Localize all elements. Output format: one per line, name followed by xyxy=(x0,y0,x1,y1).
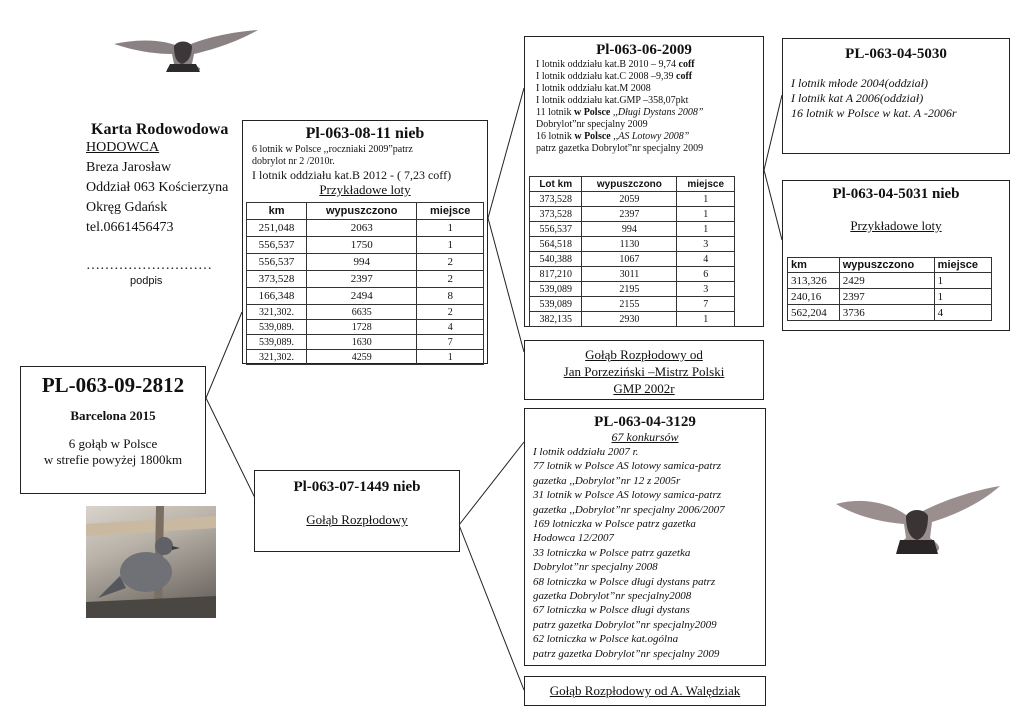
table-cell: 1630 xyxy=(307,335,417,350)
table-row xyxy=(788,289,992,305)
achievement-line: gazetka ,,Dobrylot”nr specjalny 2006/2007 xyxy=(533,503,725,516)
table-cell: 539,089 xyxy=(530,282,582,297)
table-cell: 1750 xyxy=(307,237,417,254)
table-cell: 251,048 xyxy=(247,220,307,237)
table-row xyxy=(247,220,484,237)
table-cell: 1 xyxy=(934,289,991,305)
achievement-line: Dobrylot”nr specjalny 2009 xyxy=(536,119,648,130)
achievement-line: patrz gazetka Dobrylot”nr specjalny2009 xyxy=(533,618,717,631)
dam-sire-card xyxy=(524,408,766,666)
dam-dam-label: Gołąb Rozpłodowy od A. Walędziak xyxy=(549,683,741,698)
sire-flights-title: Przykładowe loty xyxy=(319,182,411,197)
table-cell: 3 xyxy=(677,282,735,297)
table-cell: 1 xyxy=(677,192,735,207)
table-cell: 6 xyxy=(677,267,735,282)
main-bird-subtitle: Barcelona 2015 xyxy=(70,408,156,423)
table-row xyxy=(530,222,735,237)
table-row xyxy=(530,297,735,312)
table-cell: 321,302. xyxy=(247,305,307,320)
achievement-line: 16 lotnik w Polsce ,,AS Lotowy 2008” xyxy=(536,131,690,142)
achievement-line: gazetka Dobrylot”nr specjalny2008 xyxy=(533,590,692,603)
sire-sire-sire-card xyxy=(782,38,1010,154)
table-cell: 1 xyxy=(417,220,484,237)
table-cell: 2930 xyxy=(582,312,677,327)
sire-sire-dam-ring: Pl-063-04-5031 nieb xyxy=(832,186,960,202)
achievement-line: 68 lotniczka w Polsce długi dystans patrz xyxy=(533,575,716,588)
flying-pigeon-icon xyxy=(112,28,260,74)
pigeon-photo xyxy=(86,506,216,618)
table-cell: 373,528 xyxy=(530,192,582,207)
table-cell: 1 xyxy=(677,222,735,237)
achievement-line: 11 lotnik w Polsce ,,Długi Dystans 2008” xyxy=(536,107,704,118)
breeder-label: HODOWCA xyxy=(86,140,160,155)
achievement-line: 77 lotnik w Polsce AS lotowy samica-patrz xyxy=(533,460,722,473)
table-cell: 2059 xyxy=(582,192,677,207)
table-cell: 4 xyxy=(417,320,484,335)
table-row xyxy=(530,207,735,222)
table-cell: 373,528 xyxy=(530,207,582,222)
table-cell: 2397 xyxy=(582,207,677,222)
main-bird-card xyxy=(20,366,206,494)
table-row xyxy=(530,237,735,252)
breeder-district: Okręg Gdańsk xyxy=(86,200,168,215)
table-cell: 3011 xyxy=(582,267,677,282)
table-row xyxy=(247,254,484,271)
table-cell: 1130 xyxy=(582,237,677,252)
table-cell: 1 xyxy=(417,237,484,254)
table-cell: 240,16 xyxy=(788,289,840,305)
table-cell: 539,089 xyxy=(530,297,582,312)
table-row xyxy=(247,350,484,365)
sire-sire-dam-flights-table xyxy=(787,257,992,321)
achievement-line: 33 lotniczka w Polsce patrz gazetka xyxy=(533,546,691,559)
dam-dam-card xyxy=(524,676,766,706)
sire-dam-line-2: Jan Porzeziński –Mistrz Polski xyxy=(563,364,725,379)
table-header: miejsce xyxy=(417,203,484,220)
table-row xyxy=(247,271,484,288)
table-cell: 2 xyxy=(417,254,484,271)
table-cell: 7 xyxy=(677,297,735,312)
table-row xyxy=(530,192,735,207)
table-cell: 1 xyxy=(677,207,735,222)
dam-label: Gołąb Rozpłodowy xyxy=(306,512,408,527)
table-cell: 2397 xyxy=(839,289,934,305)
table-row xyxy=(247,288,484,305)
dam-sire-contests: 67 konkursów xyxy=(611,430,679,444)
sire-dam-line-1: Gołąb Rozpłodowy od xyxy=(585,347,703,362)
achievement-line: 62 lotniczka w Polsce kat.ogólna xyxy=(533,633,679,646)
table-cell: 8 xyxy=(417,288,484,305)
table-header: miejsce xyxy=(677,177,735,192)
table-cell: 2063 xyxy=(307,220,417,237)
table-cell: 556,537 xyxy=(247,254,307,271)
table-cell: 540,388 xyxy=(530,252,582,267)
main-bird-line-1: 6 gołąb w Polsce xyxy=(68,436,158,451)
card-heading: Karta Rodowodowa xyxy=(91,121,229,138)
table-header: km xyxy=(788,258,840,273)
table-cell: 1 xyxy=(417,350,484,365)
table-cell: 3736 xyxy=(839,305,934,321)
sire-sire-dam-card xyxy=(782,180,1010,331)
table-cell: 166,348 xyxy=(247,288,307,305)
sire-sire-dam-flights-title: Przykładowe loty xyxy=(850,218,942,233)
table-cell: 817,210 xyxy=(530,267,582,282)
dam-sire-ring: PL-063-04-3129 xyxy=(594,414,696,430)
dam-card xyxy=(254,470,460,552)
table-row xyxy=(530,312,735,327)
table-cell: 313,326 xyxy=(788,273,840,289)
table-header: wypuszczono xyxy=(839,258,934,273)
achievement-line: I lotnik oddziału kat.M 2008 xyxy=(536,83,651,94)
table-header: wypuszczono xyxy=(582,177,677,192)
table-cell: 373,528 xyxy=(247,271,307,288)
table-header: wypuszczono xyxy=(307,203,417,220)
sire-sire-card xyxy=(524,36,764,327)
achievement-line: Dobrylot”nr specjalny 2008 xyxy=(533,561,658,574)
table-row xyxy=(530,252,735,267)
breeder-name: Breza Jarosław xyxy=(86,160,172,175)
main-bird-line-2: w strefie powyżej 1800km xyxy=(43,452,183,467)
table-cell: 1067 xyxy=(582,252,677,267)
table-row xyxy=(247,335,484,350)
table-cell: 2155 xyxy=(582,297,677,312)
sire-note-large: I lotnik oddziału kat.B 2012 - ( 7,23 coff) xyxy=(252,168,452,182)
table-row xyxy=(247,320,484,335)
achievement-line: I lotnik oddziału 2007 r. xyxy=(533,446,639,458)
achievement-line: I lotnik oddziału kat.C 2008 –9,39 coff xyxy=(536,71,693,82)
sire-sire-flights-table xyxy=(529,176,735,327)
achievement-line: 67 lotniczka w Polsce długi dystans xyxy=(533,604,690,617)
table-cell: 7 xyxy=(417,335,484,350)
table-cell: 2429 xyxy=(839,273,934,289)
table-cell: 994 xyxy=(582,222,677,237)
table-cell: 994 xyxy=(307,254,417,271)
achievement-line: 169 lotniczka w Polsce patrz gazetka xyxy=(533,518,696,531)
table-cell: 1 xyxy=(677,312,735,327)
table-cell: 539,089. xyxy=(247,335,307,350)
sire-sire-ring: Pl-063-06-2009 xyxy=(596,42,692,58)
dam-ring: Pl-063-07-1449 nieb xyxy=(293,479,421,495)
sire-card xyxy=(242,120,488,364)
table-cell: 3 xyxy=(677,237,735,252)
table-row xyxy=(530,267,735,282)
achievement-line: patrz gazetka Dobrylot”nr specjalny 2009 xyxy=(533,647,720,660)
sire-note: 6 lotnik w Polsce ,,roczniaki 2009”patrz xyxy=(252,144,413,155)
breeder-phone: tel.0661456473 xyxy=(86,220,174,235)
table-cell: 4259 xyxy=(307,350,417,365)
table-cell: 556,537 xyxy=(530,222,582,237)
table-row xyxy=(788,305,992,321)
sire-flights-table xyxy=(246,202,484,365)
achievement-line: I lotnik kat A 2006(oddział) xyxy=(791,91,924,105)
table-header: miejsce xyxy=(934,258,991,273)
achievement-line: 16 lotnik w Polsce w kat. A -2006r xyxy=(791,106,957,120)
sire-note: dobrylot nr 2 /2010r. xyxy=(252,156,335,167)
sire-dam-card xyxy=(524,340,764,400)
table-cell: 2397 xyxy=(307,271,417,288)
achievement-line: patrz gazetka Dobrylot”nr specjalny 2009 xyxy=(536,143,704,154)
table-row xyxy=(530,282,735,297)
table-cell: 562,204 xyxy=(788,305,840,321)
table-cell: 2494 xyxy=(307,288,417,305)
achievement-line: 31 lotnik w Polsce AS lotowy samica-patrz xyxy=(533,489,722,502)
table-cell: 382,135 xyxy=(530,312,582,327)
achievement-line: I lotnik oddziału kat.GMP –358,07pkt xyxy=(536,95,689,106)
sire-dam-line-3: GMP 2002r xyxy=(613,381,675,396)
breeder-info xyxy=(86,120,246,238)
table-cell: 321,302. xyxy=(247,350,307,365)
table-cell: 6635 xyxy=(307,305,417,320)
achievement-line: I lotnik oddziału kat.B 2010 – 9,74 coff xyxy=(536,59,695,70)
table-cell: 556,537 xyxy=(247,237,307,254)
sire-sire-sire-ring: PL-063-04-5030 xyxy=(845,46,947,62)
table-cell: 2195 xyxy=(582,282,677,297)
table-row xyxy=(788,273,992,289)
signature-label: podpis xyxy=(130,275,163,287)
table-header: Lot km xyxy=(530,177,582,192)
table-cell: 4 xyxy=(677,252,735,267)
table-cell: 564,518 xyxy=(530,237,582,252)
table-header: km xyxy=(247,203,307,220)
flying-pigeon-icon xyxy=(834,482,1002,558)
table-cell: 2 xyxy=(417,305,484,320)
sire-ring: Pl-063-08-11 nieb xyxy=(305,125,425,142)
main-bird-ring: PL-063-09-2812 xyxy=(41,373,185,397)
achievement-line: I lotnik młode 2004(oddział) xyxy=(791,76,928,90)
achievement-line: gazetka ,,Dobrylot”nr 12 z 2005r xyxy=(533,474,681,487)
breeder-branch: Oddział 063 Kościerzyna xyxy=(86,180,229,195)
table-row xyxy=(247,237,484,254)
pigeon-photo-image xyxy=(86,506,216,618)
table-row xyxy=(247,305,484,320)
table-cell: 1 xyxy=(934,273,991,289)
signature-line: ……………………… xyxy=(86,258,212,273)
table-cell: 539,089. xyxy=(247,320,307,335)
table-cell: 4 xyxy=(934,305,991,321)
achievement-line: Hodowca 12/2007 xyxy=(533,532,614,545)
table-cell: 2 xyxy=(417,271,484,288)
table-cell: 1728 xyxy=(307,320,417,335)
